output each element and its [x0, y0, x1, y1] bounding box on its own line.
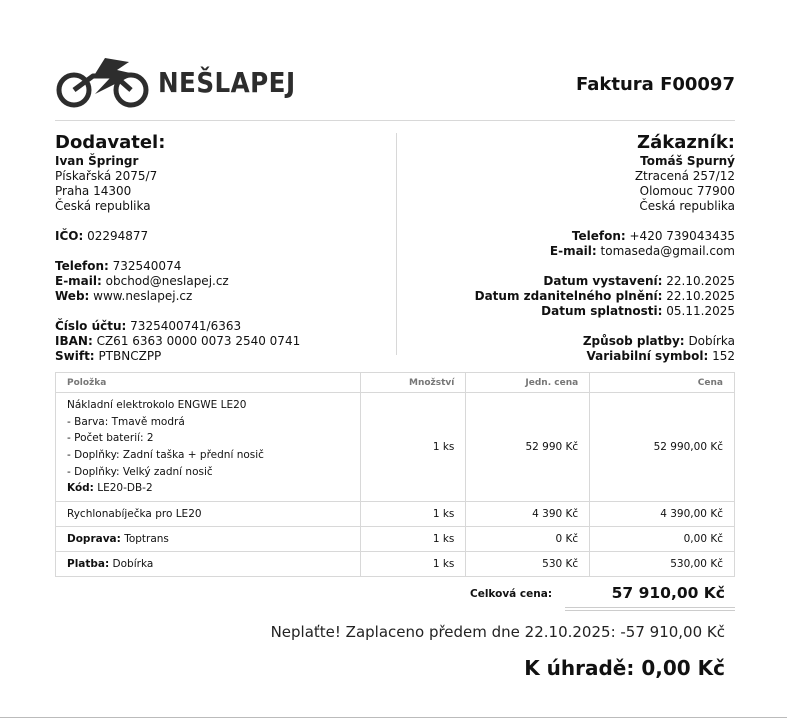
bicycle-lightning-icon [55, 56, 150, 108]
payment-cell: Platba: Dobírka [56, 552, 361, 577]
brand-name: NEŠLAPEJ [158, 65, 296, 99]
shipping-cell: Doprava: Toptrans [56, 527, 361, 552]
header-divider [55, 120, 735, 121]
item-qty: 1 ks [361, 393, 466, 502]
parties-divider [396, 133, 397, 355]
item-qty: 1 ks [361, 527, 466, 552]
col-header-unit-price: Jedn. cena [466, 373, 590, 393]
amount-due: K úhradě: 0,00 Kč [524, 656, 725, 680]
page-bottom-divider [0, 717, 787, 718]
table-row [56, 527, 735, 552]
supplier-web-link[interactable]: www.neslapej.cz [93, 289, 193, 303]
item-option: - Doplňky: Velký zadní nosič [67, 465, 213, 478]
item-price: 52 990,00 Kč [590, 393, 735, 502]
item-name: Nákladní elektrokolo ENGWE LE20 [67, 398, 247, 411]
total-value: 57 910,00 Kč [611, 584, 725, 602]
customer-city: Olomouc 77900 [639, 184, 735, 198]
issue-date: Datum vystavení: 22.10.2025 [543, 274, 735, 288]
item-qty: 1 ks [361, 502, 466, 527]
supplier-phone: Telefon: 732540074 [55, 259, 182, 273]
total-double-underline [565, 607, 735, 611]
supplier-iban: IBAN: CZ61 6363 0000 0073 2540 0741 [55, 334, 301, 348]
customer-block [405, 133, 735, 364]
item-price: 0,00 Kč [590, 527, 735, 552]
prepaid-note: Neplaťte! Zaplaceno předem dne 22.10.2025: -57 910,00 Kč [270, 623, 725, 641]
customer-name: Tomáš Spurný [640, 154, 735, 168]
item-name: Rychlonabíječka pro LE20 [56, 502, 361, 527]
table-row [56, 393, 735, 502]
supplier-account: Číslo účtu: 7325400741/6363 [55, 319, 242, 333]
item-qty: 1 ks [361, 552, 466, 577]
col-header-qty: Množství [361, 373, 466, 393]
item-unit-price: 0 Kč [466, 527, 590, 552]
supplier-block [55, 133, 385, 364]
variable-symbol: Variabilní symbol: 152 [586, 349, 735, 363]
table-row [56, 502, 735, 527]
invoice-title: Faktura F00097 [576, 74, 735, 95]
supplier-city: Praha 14300 [55, 184, 132, 198]
brand-logo [55, 56, 314, 108]
col-header-item: Položka [56, 373, 361, 393]
supplier-name: Ivan Špringr [55, 154, 139, 168]
item-code: Kód: LE20-DB-2 [67, 482, 153, 495]
item-option: - Barva: Tmavě modrá [67, 415, 185, 428]
col-header-price: Cena [590, 373, 735, 393]
supplier-swift: Swift: PTBNCZPP [55, 349, 162, 363]
due-date: Datum splatnosti: 05.11.2025 [541, 304, 735, 318]
invoice-header [55, 56, 735, 116]
item-unit-price: 530 Kč [466, 552, 590, 577]
customer-country: Česká republika [639, 199, 735, 213]
supplier-email: E-mail: obchod@neslapej.cz [55, 274, 229, 288]
supplier-ico: IČO: 02294877 [55, 229, 149, 243]
item-price: 530,00 Kč [590, 552, 735, 577]
customer-street: Ztracená 257/12 [634, 169, 735, 183]
supplier-country: Česká republika [55, 199, 151, 213]
item-option: - Počet baterií: 2 [67, 432, 154, 445]
table-header-row [56, 373, 735, 393]
customer-phone: Telefon: +420 739043435 [571, 229, 735, 243]
supplier-heading: Dodavatel: [55, 132, 166, 153]
item-option: - Doplňky: Zadní taška + přední nosič [67, 449, 264, 461]
item-description [56, 393, 361, 502]
item-unit-price: 52 990 Kč [466, 393, 590, 502]
payment-method: Způsob platby: Dobírka [582, 334, 735, 348]
customer-email-link[interactable]: tomaseda@gmail.com [600, 244, 735, 258]
table-row [56, 552, 735, 577]
parties-section [55, 132, 735, 363]
total-label: Celková cena: [470, 588, 553, 600]
taxable-date: Datum zdanitelného plnění: 22.10.2025 [474, 289, 735, 303]
item-price: 4 390,00 Kč [590, 502, 735, 527]
item-unit-price: 4 390 Kč [466, 502, 590, 527]
total-block [470, 584, 735, 610]
supplier-web: Web: www.neslapej.cz [55, 289, 193, 303]
supplier-street: Pískařská 2075/7 [55, 169, 158, 183]
supplier-email-link[interactable]: obchod@neslapej.cz [105, 274, 229, 288]
customer-email: E-mail: tomaseda@gmail.com [549, 244, 735, 258]
customer-heading: Zákazník: [637, 132, 735, 153]
items-table [55, 372, 735, 577]
